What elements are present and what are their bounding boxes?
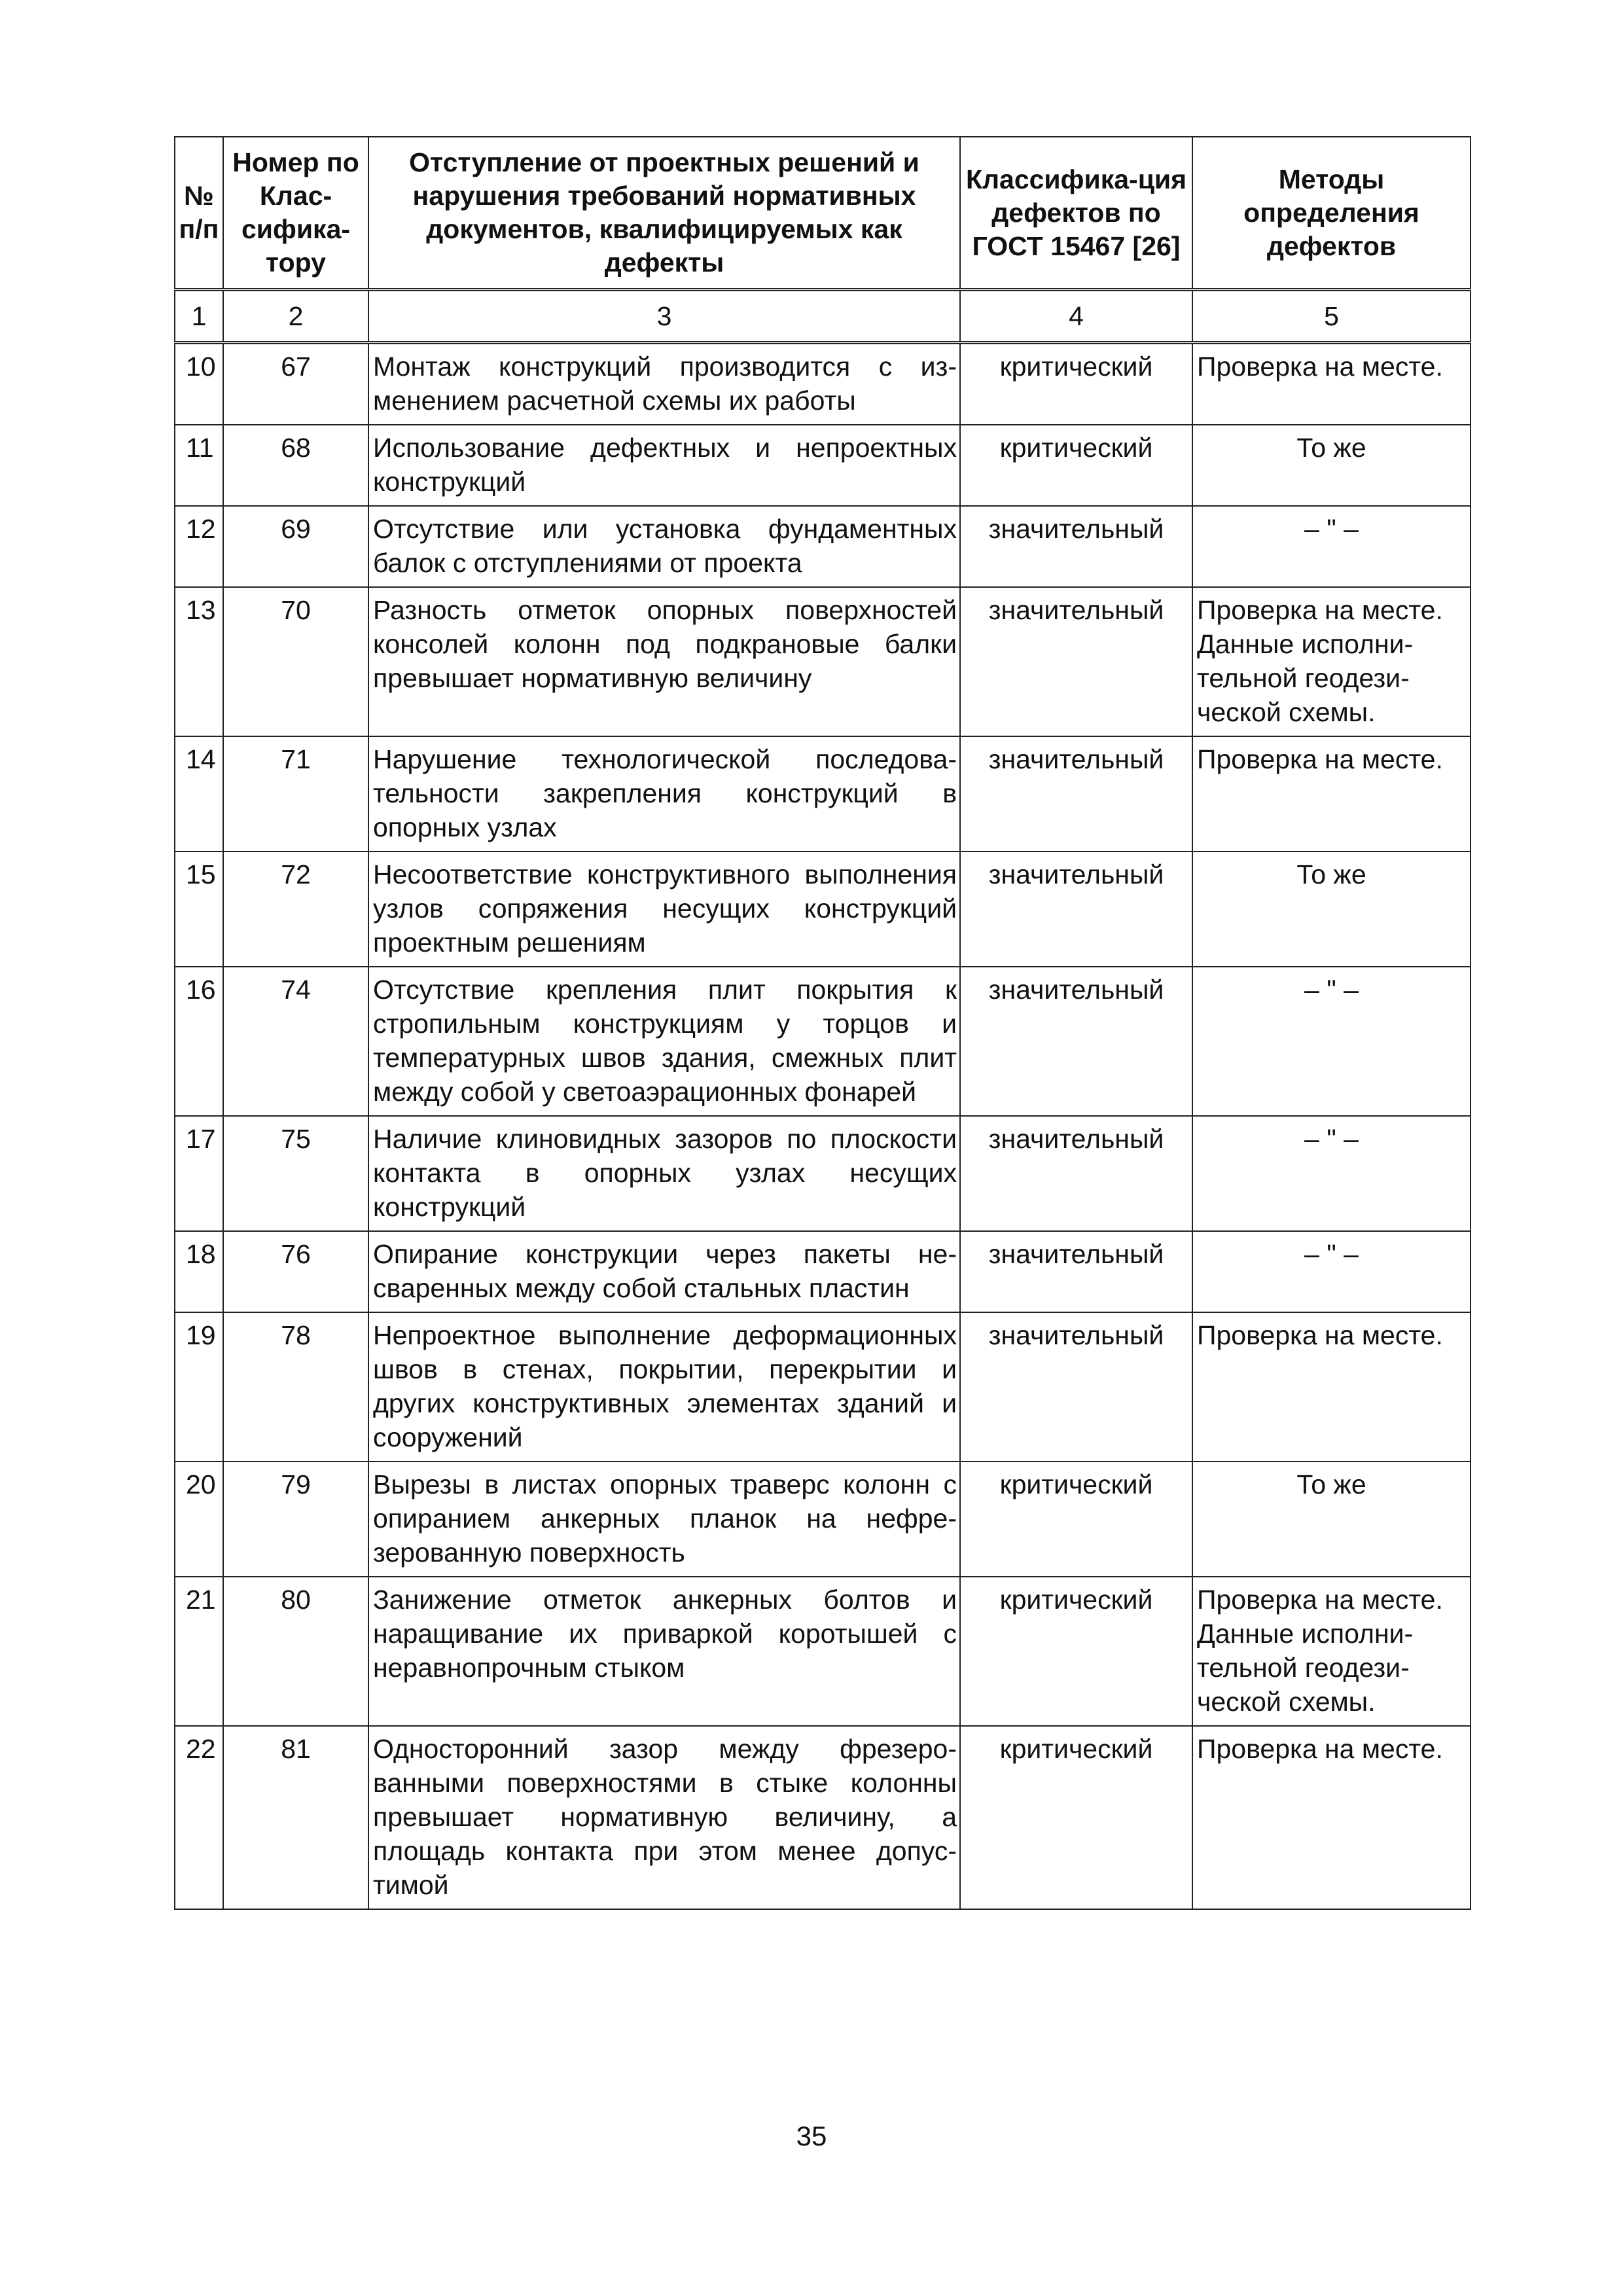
classifier-code-cell: 81 — [223, 1726, 368, 1909]
method-text: – " – — [1304, 1239, 1359, 1269]
classifier-code-cell: 69 — [223, 506, 368, 587]
header-deviation: Отступление от проектных решений и нарушения требований нормативных документов, квалифицируемых как дефекты — [368, 137, 960, 290]
table-row — [175, 1116, 1471, 1231]
row-number-cell: 19 — [175, 1312, 223, 1462]
header-classification: Классифика-ция дефектов по ГОСТ 15467 [26] — [960, 137, 1192, 290]
method-text: – " – — [1304, 1124, 1359, 1154]
column-number: 2 — [223, 290, 368, 343]
method-cell — [1192, 1577, 1471, 1726]
method-cell — [1192, 1231, 1471, 1312]
header-methods: Методы определения дефектов — [1192, 137, 1471, 290]
method-text: Данные исполнительной геодезической схемы. — [1197, 629, 1414, 727]
deviation-description-cell: Наличие клиновидных зазоров по плоскости контакта в опорных узлах несущих конструкций — [368, 1116, 960, 1231]
method-cell — [1192, 1462, 1471, 1577]
column-number-row — [175, 290, 1471, 343]
classifier-code-cell: 72 — [223, 852, 368, 967]
classifier-code-cell: 70 — [223, 587, 368, 736]
classifier-code-cell: 78 — [223, 1312, 368, 1462]
table-row — [175, 1462, 1471, 1577]
classification-cell: критический — [960, 1462, 1192, 1577]
classification-cell: значительный — [960, 1116, 1192, 1231]
deviation-description-cell: Непроектное выполнение деформационных швов в стенах, покрытии, перекрытии и других конструктивных элементах зданий и сооружений — [368, 1312, 960, 1462]
row-number-cell: 17 — [175, 1116, 223, 1231]
method-cell — [1192, 425, 1471, 506]
method-cell — [1192, 736, 1471, 852]
defects-table — [174, 136, 1471, 1910]
row-number-cell: 10 — [175, 343, 223, 425]
method-text: Проверка на месте. — [1197, 1585, 1443, 1615]
row-number-cell: 16 — [175, 967, 223, 1116]
deviation-description-cell: Несоответствие конструктивного выполнения узлов сопряжения несущих конструкций проектным решениям — [368, 852, 960, 967]
method-text: Данные исполнительной геодезической схемы. — [1197, 1619, 1414, 1717]
column-number: 5 — [1192, 290, 1471, 343]
method-cell — [1192, 506, 1471, 587]
classifier-code-cell: 68 — [223, 425, 368, 506]
classifier-code-cell: 71 — [223, 736, 368, 852]
deviation-description-cell: Разность отметок опорных поверхностей консолей колонн под подкрановые балки превышает нормативную величину — [368, 587, 960, 736]
classifier-code-cell: 76 — [223, 1231, 368, 1312]
method-text: Проверка на месте. — [1197, 351, 1443, 382]
deviation-description-cell: Монтаж конструкций производится с изменением расчетной схемы их работы — [368, 343, 960, 425]
row-number-cell: 15 — [175, 852, 223, 967]
classification-cell: значительный — [960, 1231, 1192, 1312]
method-cell — [1192, 587, 1471, 736]
deviation-description-cell: Отсутствие или установка фундаментных балок с отступлениями от проекта — [368, 506, 960, 587]
method-cell — [1192, 1312, 1471, 1462]
classifier-code-cell: 79 — [223, 1462, 368, 1577]
row-number-cell: 22 — [175, 1726, 223, 1909]
classification-cell: значительный — [960, 1312, 1192, 1462]
classifier-code-cell: 75 — [223, 1116, 368, 1231]
table-row — [175, 343, 1471, 425]
table-row — [175, 736, 1471, 852]
row-number-cell: 14 — [175, 736, 223, 852]
header-classifier-number: Номер по Клас-сифика-тору — [223, 137, 368, 290]
table-row — [175, 587, 1471, 736]
deviation-description-cell: Вырезы в листах опорных траверс колонн с опиранием анкерных планок на нефрезерованную поверхность — [368, 1462, 960, 1577]
table-header-row — [175, 137, 1471, 290]
classification-cell: значительный — [960, 967, 1192, 1116]
table-row — [175, 506, 1471, 587]
deviation-description-cell: Опирание конструкции через пакеты несваренных между собой стальных пластин — [368, 1231, 960, 1312]
column-number: 4 — [960, 290, 1192, 343]
method-text: – " – — [1304, 975, 1359, 1005]
method-cell — [1192, 967, 1471, 1116]
method-text: То же — [1296, 1469, 1366, 1499]
method-text: – " – — [1304, 514, 1359, 544]
row-number-cell: 11 — [175, 425, 223, 506]
classifier-code-cell: 80 — [223, 1577, 368, 1726]
page-number: 35 — [796, 2121, 827, 2151]
table-row — [175, 425, 1471, 506]
table-row — [175, 1231, 1471, 1312]
classification-cell: значительный — [960, 587, 1192, 736]
classification-cell: значительный — [960, 852, 1192, 967]
table-row — [175, 1726, 1471, 1909]
deviation-description-cell: Использование дефектных и непроектных конструкций — [368, 425, 960, 506]
classification-cell: значительный — [960, 506, 1192, 587]
method-text: Проверка на месте. — [1197, 595, 1443, 625]
classification-cell: значительный — [960, 736, 1192, 852]
method-text: Проверка на месте. — [1197, 1320, 1443, 1350]
method-cell — [1192, 852, 1471, 967]
table-row — [175, 1577, 1471, 1726]
classification-cell: критический — [960, 343, 1192, 425]
row-number-cell: 18 — [175, 1231, 223, 1312]
classification-cell: критический — [960, 1577, 1192, 1726]
method-text: Проверка на месте. — [1197, 744, 1443, 774]
classification-cell: критический — [960, 1726, 1192, 1909]
method-cell — [1192, 1726, 1471, 1909]
method-text: Проверка на месте. — [1197, 1734, 1443, 1764]
column-number: 3 — [368, 290, 960, 343]
row-number-cell: 12 — [175, 506, 223, 587]
column-number: 1 — [175, 290, 223, 343]
classifier-code-cell: 67 — [223, 343, 368, 425]
table-row — [175, 1312, 1471, 1462]
method-cell — [1192, 1116, 1471, 1231]
row-number-cell: 21 — [175, 1577, 223, 1726]
method-cell — [1192, 343, 1471, 425]
deviation-description-cell: Нарушение технологической последовательности закрепления конструкций в опорных узлах — [368, 736, 960, 852]
header-row-number: № п/п — [175, 137, 223, 290]
deviation-description-cell: Занижение отметок анкерных болтов и наращивание их приваркой коротышей с неравнопрочным стыком — [368, 1577, 960, 1726]
table-row — [175, 852, 1471, 967]
row-number-cell: 13 — [175, 587, 223, 736]
method-text: То же — [1296, 859, 1366, 889]
deviation-description-cell: Отсутствие крепления плит покрытия к стропильным конструкциям у торцов и температурных швов здания, смежных плит между собой у светоаэрационных фонарей — [368, 967, 960, 1116]
method-text: То же — [1296, 433, 1366, 463]
classification-cell: критический — [960, 425, 1192, 506]
row-number-cell: 20 — [175, 1462, 223, 1577]
classifier-code-cell: 74 — [223, 967, 368, 1116]
deviation-description-cell: Односторонний зазор между фрезерованными поверхностями в стыке колонны превышает нормативную величину, а площадь контакта при этом менее допустимой — [368, 1726, 960, 1909]
table-row — [175, 967, 1471, 1116]
